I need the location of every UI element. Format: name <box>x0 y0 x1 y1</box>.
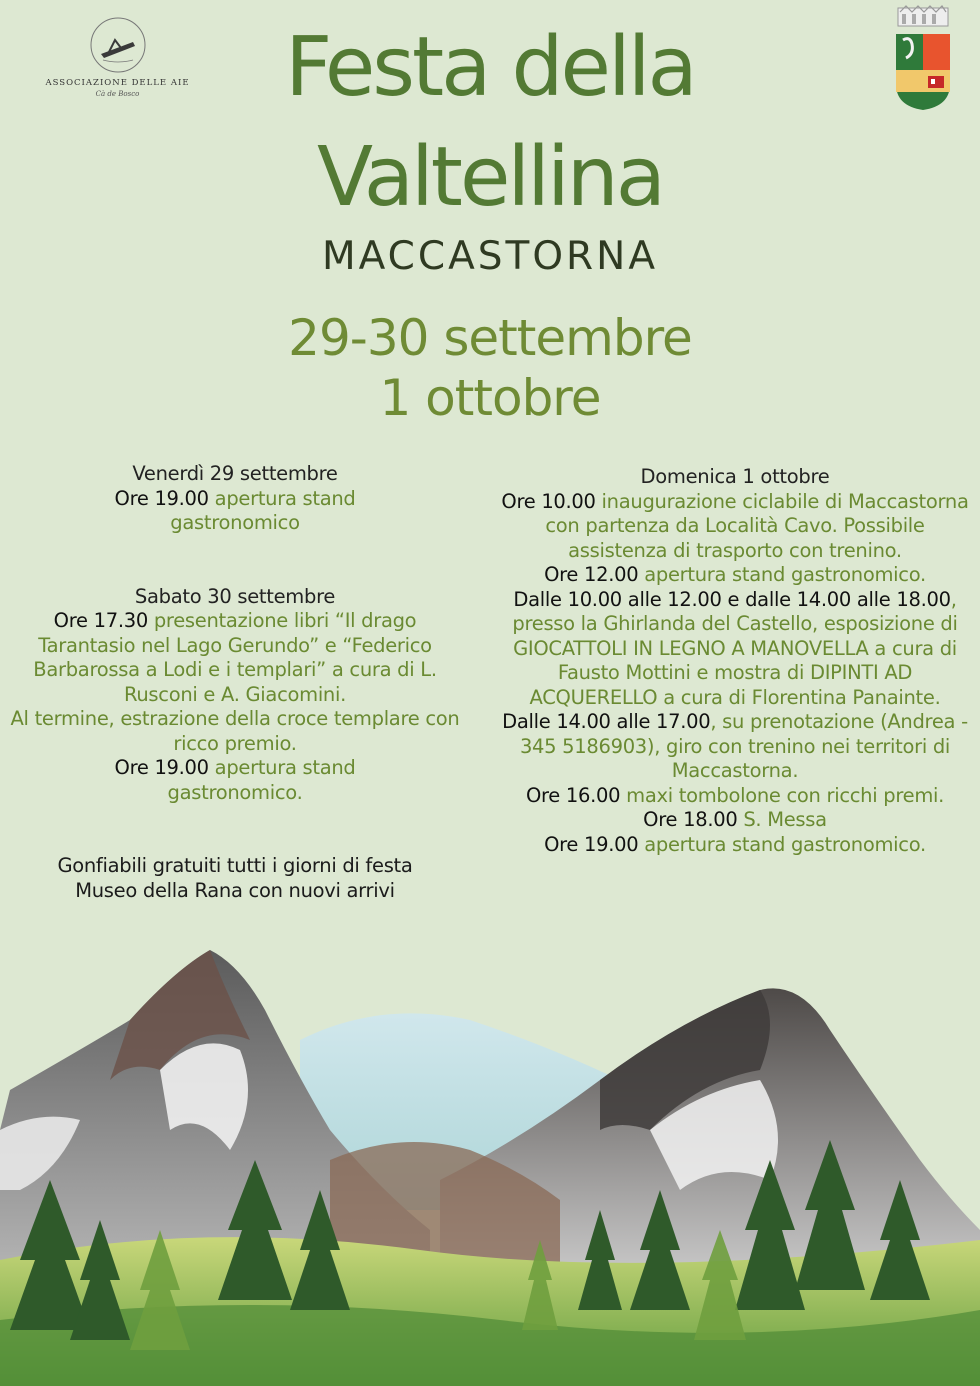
association-signature: Cà de Bosco <box>95 90 140 98</box>
saturday-item1-text: presentazione libri “Il drago Tarantasio nel Lago Gerundo” e “Federico Barbarossa a Lodi e i templari” a cura di L. Rusconi e A. Giacomini. <box>33 609 437 706</box>
sunday-item1-text: inaugurazione ciclabile di Maccastorna con partenza da Località Cavo. Possibile assistenza di trasporto con trenino. <box>545 489 969 562</box>
sunday-item-2 <box>498 563 972 588</box>
sunday-item6-time: Ore 18.00 <box>643 808 738 831</box>
saturday-heading: Sabato 30 settembre <box>134 584 336 608</box>
event-title-line2: Valtellina <box>317 130 663 225</box>
sunday-item3-time: Dalle 10.00 alle 12.00 e dalle 14.00 alle 18.00 <box>513 587 951 611</box>
sunday-item2-text: apertura stand gastronomico. <box>638 563 926 586</box>
sunday-item-3 <box>498 588 972 711</box>
association-name: ASSOCIAZIONE DELLE AIE <box>45 78 190 88</box>
extras-line2: Museo della Rana con nuovi arrivi <box>75 878 395 902</box>
saturday-item3-text-a: apertura stand <box>208 756 356 779</box>
program-left-column <box>10 462 460 903</box>
sunday-item7-time: Ore 19.00 <box>544 832 639 856</box>
sunday-item-6 <box>498 808 972 833</box>
sunday-item2-time: Ore 12.00 <box>544 563 639 586</box>
event-title-line1: Festa della <box>285 20 695 115</box>
saturday-item1-time: Ore 17.30 <box>53 609 148 632</box>
friday-heading: Venerdì 29 settembre <box>132 462 338 485</box>
sunday-item4-time: Dalle 14.00 alle 17.00 <box>502 710 711 733</box>
program-right-column <box>498 465 972 857</box>
saturday-item-2: Al termine, estrazione della croce templare con ricco premio. <box>10 707 460 755</box>
sunday-item-1 <box>498 490 972 564</box>
saturday-item3-text-b: gastronomico. <box>167 780 303 804</box>
sunday-item3-text-a: , presso la Ghirlanda del Castello, esposizione di <box>512 587 958 635</box>
sunday-item5-text: maxi tombolone con ricchi premi. <box>620 783 945 807</box>
friday-text-a: apertura stand <box>208 486 356 510</box>
town-name: MACCASTORNA <box>321 234 658 279</box>
sunday-item4-text: , su prenotazione (Andrea - 345 5186903), giro con trenino nei territori di Maccastorna. <box>519 710 968 782</box>
sunday-item3-text-b: a cura di Fausto Mottini e mostra di <box>557 636 957 684</box>
friday-time: Ore 19.00 <box>114 486 209 510</box>
sunday-item6-text: S. Messa <box>737 808 827 831</box>
sunday-item1-time: Ore 10.00 <box>501 489 596 513</box>
saturday-item3-time: Ore 19.00 <box>114 756 209 779</box>
sunday-item5-time: Ore 16.00 <box>525 783 621 807</box>
friday-item <box>10 487 460 536</box>
event-dates-line2: 1 ottobre <box>379 369 601 427</box>
event-dates-line1: 29-30 settembre <box>288 309 692 367</box>
sunday-item-7 <box>498 833 972 858</box>
saturday-item-3 <box>10 756 460 805</box>
mountain-landscape-illustration <box>0 930 980 1386</box>
saturday-item-1 <box>10 609 460 707</box>
sunday-item3-text-c: a cura di Florentina Panainte. <box>657 685 941 709</box>
extras-line1: Gonfiabili gratuiti tutti i giorni di festa <box>57 854 413 877</box>
sunday-item3-caps-b: DIPINTI AD ACQUERELLO <box>529 661 913 709</box>
sunday-item-5 <box>498 784 972 809</box>
sunday-item3-caps-a: GIOCATTOLI IN LEGNO A MANOVELLA <box>513 636 869 660</box>
friday-text-b: gastronomico <box>170 511 300 534</box>
sunday-item7-text: apertura stand gastronomico. <box>638 832 926 856</box>
sunday-heading: Domenica 1 ottobre <box>640 465 830 488</box>
sunday-item-4 <box>498 710 972 784</box>
